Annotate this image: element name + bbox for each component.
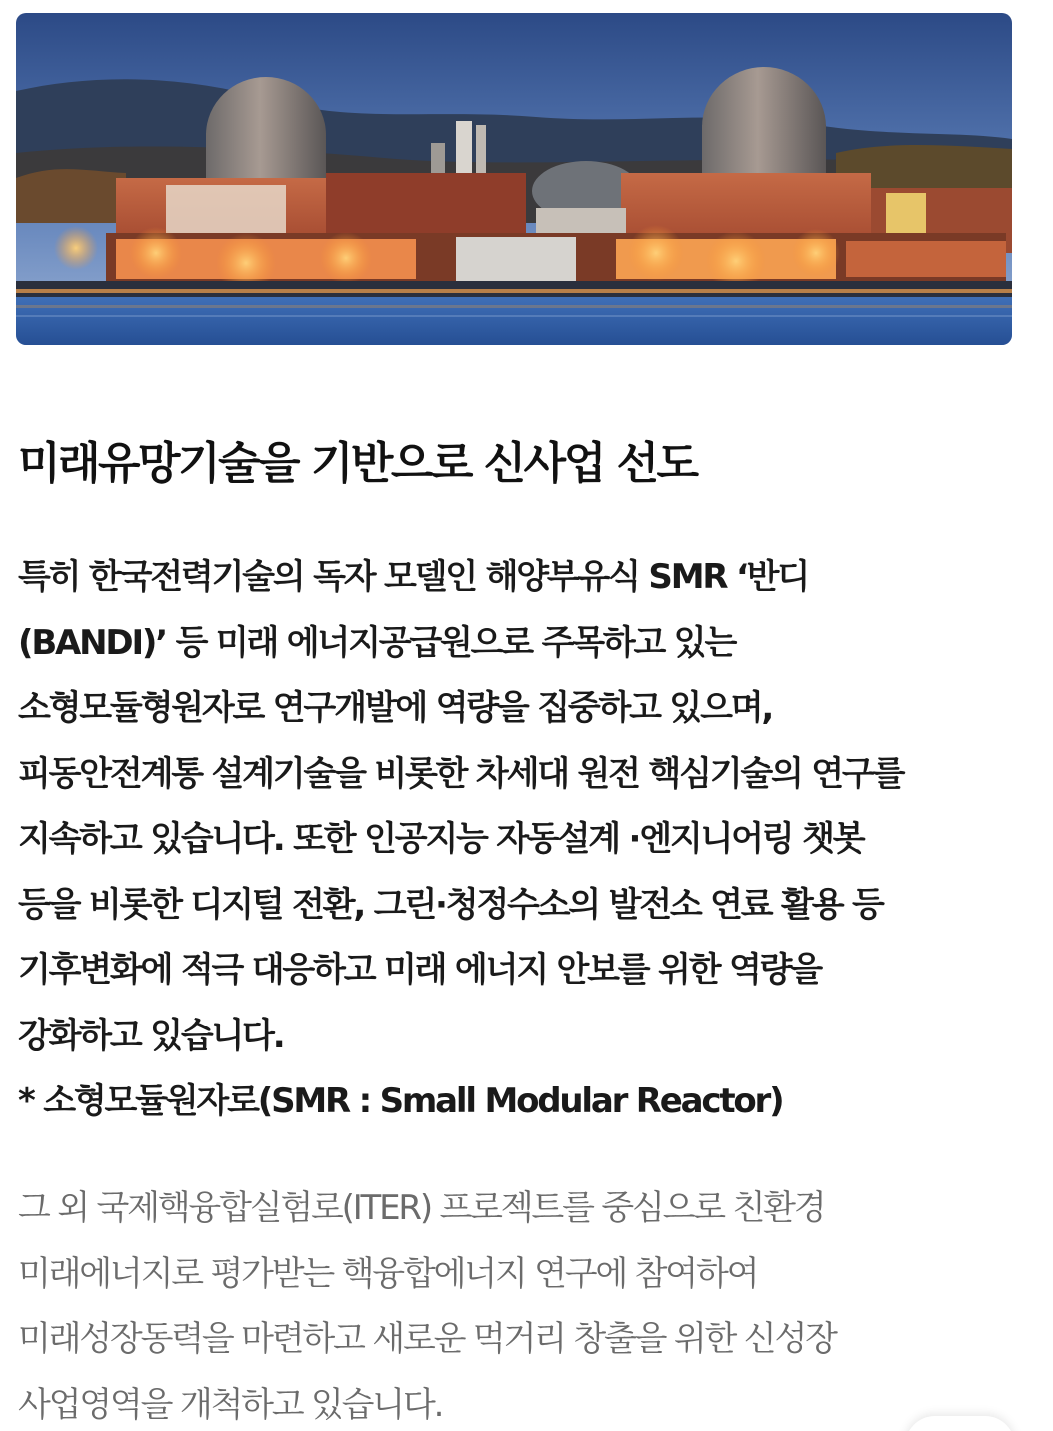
paragraph-line: 미래에너지로 평가받는 핵융합에너지 연구에 참여하여 (18, 1253, 758, 1294)
paragraph-line: 피동안전계통 설계기술을 비롯한 차세대 원전 핵심기술의 연구를 (18, 753, 904, 794)
paragraph-line: 등을 비롯한 디지털 전환, 그린·청정수소의 발전소 연료 활용 등 (18, 884, 883, 925)
paragraph-line: (BANDI)’ 등 미래 에너지공급원으로 주목하고 있는 (18, 622, 736, 663)
paragraph-line: 사업영역을 개척하고 있습니다. (18, 1384, 443, 1425)
paragraph-line: 강화하고 있습니다. (18, 1015, 284, 1056)
paragraph-line: 그 외 국제핵융합실험로(ITER) 프로젝트를 중심으로 친환경 (18, 1188, 825, 1228)
paragraph-line: 소형모듈형원자로 연구개발에 역량을 집중하고 있으며, (18, 688, 773, 728)
paragraph-line: 지속하고 있습니다. 또한 인공지능 자동설계 ·엔지니어링 챗봇 (18, 819, 864, 859)
paragraph-line: 기후변화에 적극 대응하고 미래 에너지 안보를 위한 역량을 (18, 950, 821, 990)
paragraph-line: 미래성장동력을 마련하고 새로운 먹거리 창출을 위한 신성장 (18, 1319, 836, 1359)
section-title: 미래유망기술을 기반으로 신사업 선도 (18, 438, 697, 489)
footnote-line: * 소형모듈원자로(SMR : Small Modular Reactor) (18, 1081, 783, 1121)
paragraph-line: 특히 한국전력기술의 독자 모델인 해양부유식 SMR ‘반디 (18, 557, 808, 597)
floating-button[interactable] (905, 1416, 1015, 1431)
nuclear-plant-illustration (16, 13, 1012, 345)
hero-image (16, 13, 1012, 345)
secondary-paragraph (18, 1176, 1043, 1431)
main-paragraph (18, 545, 1043, 1135)
